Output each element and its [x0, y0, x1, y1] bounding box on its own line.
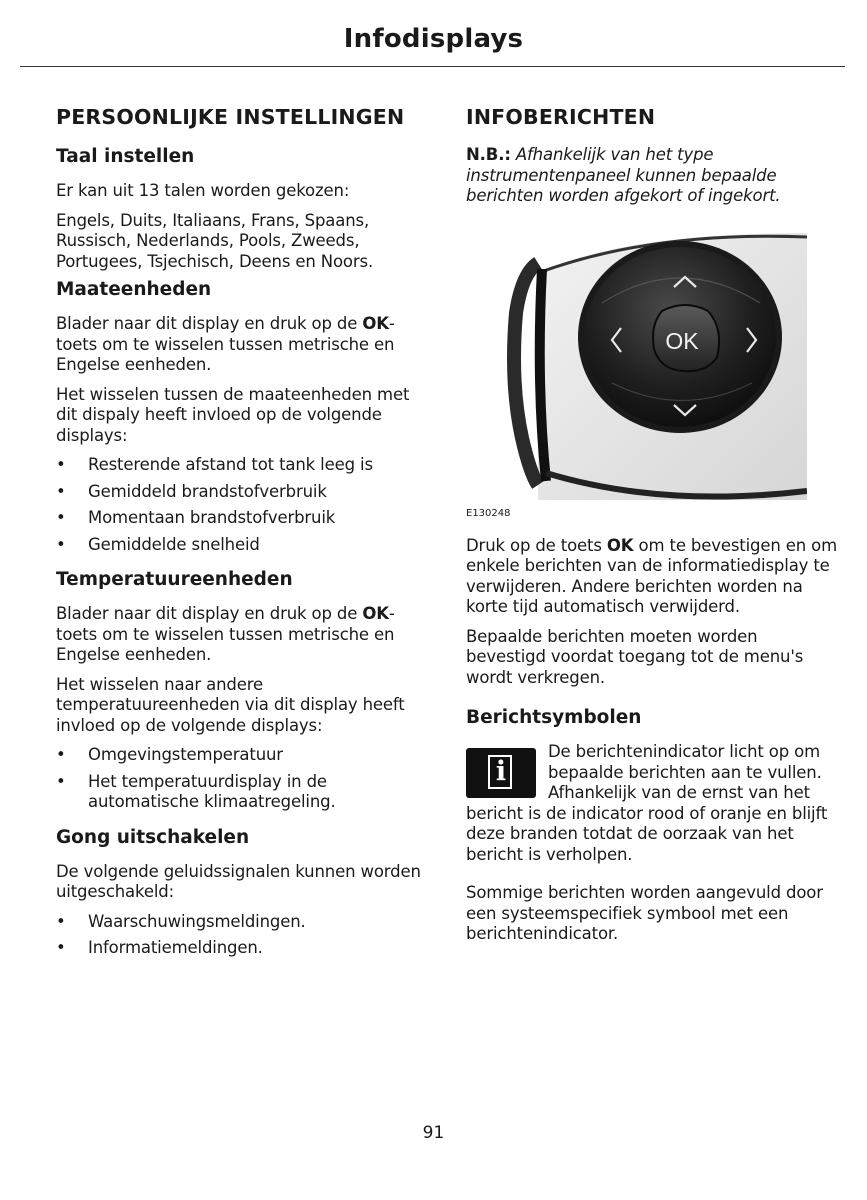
ok-button-label: OK [665, 327, 699, 354]
bullet-list [56, 912, 434, 959]
list-item: • Waarschuwingsmeldingen. [56, 911, 306, 931]
figure-code: E130248 [466, 507, 511, 519]
list-item: • Informatiemeldingen. [56, 938, 263, 957]
paragraph: Sommige berichten worden aangevuld door een systeemspecifiek symbool met een berichtenindicator. [466, 883, 823, 943]
section-heading-personal-settings: PERSOONLIJKE INSTELLINGEN [56, 105, 405, 129]
section-heading-info-messages: INFOBERICHTEN [466, 105, 656, 129]
subheading-units: Maateenheden [56, 279, 212, 300]
paragraph: Blader naar dit display en druk op de OK-toets om te wisselen tussen metrische en Engelse eenheden. [56, 604, 395, 664]
note-paragraph: N.B.: Afhankelijk van het type instrumentenpaneel kunnen bepaalde berichten worden afgekort of ingekort. [466, 145, 781, 205]
paragraph: Blader naar dit display en druk op de OK-toets om te wisselen tussen metrische en Engelse eenheden. [56, 314, 395, 374]
ok-key-label: OK [362, 604, 389, 623]
list-item: • Gemiddelde snelheid [56, 534, 260, 554]
left-column [56, 104, 434, 972]
list-item: • Omgevingstemperatuur [56, 745, 283, 764]
list-item: • Het temperatuurdisplay in de automatische klimaatregeling. [56, 771, 336, 811]
message-indicator-block [466, 742, 842, 865]
paragraph: De berichtenindicator licht op om bepaalde berichten aan te vullen. Afhankelijk van de ernst van het bericht is de indicator rood of oranje en blijft deze branden totdat de oorzaak van het bericht is verholpen. [466, 742, 828, 864]
paragraph: Het wisselen tussen de maateenheden met dit dispaly heeft invloed op de volgende displays: [56, 384, 410, 445]
paragraph: De volgende geluidssignalen kunnen worden uitgeschakeld: [56, 861, 421, 901]
paragraph: Engels, Duits, Italiaans, Frans, Spaans, Russisch, Nederlands, Pools, Zweeds, Portugees, Tsjechisch, Deens en Noors. [56, 210, 374, 271]
page-number: 91 [422, 1123, 445, 1143]
list-item: • Gemiddeld brandstofverbruik [56, 481, 327, 501]
bullet-list [56, 745, 434, 813]
ok-key-label: OK [362, 314, 389, 333]
subheading-temperature-units: Temperatuureenheden [56, 569, 293, 590]
paragraph: Bepaalde berichten moeten worden bevestigd voordat toegang tot de menu's wordt verkregen. [466, 626, 804, 687]
subheading-language: Taal instellen [56, 146, 195, 167]
steering-wheel-ok-button-figure [502, 233, 807, 500]
right-column [466, 104, 842, 954]
list-item: • Momentaan brandstofverbruik [56, 508, 336, 527]
ok-key-label: OK [606, 535, 634, 555]
info-indicator-icon: i [466, 748, 536, 798]
list-item: • Resterende afstand tot tank leeg is [56, 455, 373, 474]
bullet-list [56, 455, 434, 555]
page-header-title: Infodisplays [343, 24, 524, 54]
paragraph: Druk op de toets OK om te bevestigen en om enkele berichten van de informatiedisplay te verwijderen. Andere berichten worden na korte tijd automatisch verwijderd. [466, 535, 838, 616]
subheading-chime: Gong uitschakelen [56, 826, 250, 848]
paragraph: Er kan uit 13 talen worden gekozen: [56, 181, 350, 200]
subheading-message-symbols: Berichtsymbolen [466, 707, 642, 728]
paragraph: Het wisselen naar andere temperatuureenheden via dit display heeft invloed op de volgende displays: [56, 674, 405, 735]
header-divider [20, 66, 845, 67]
note-label: N.B.: [466, 145, 511, 164]
